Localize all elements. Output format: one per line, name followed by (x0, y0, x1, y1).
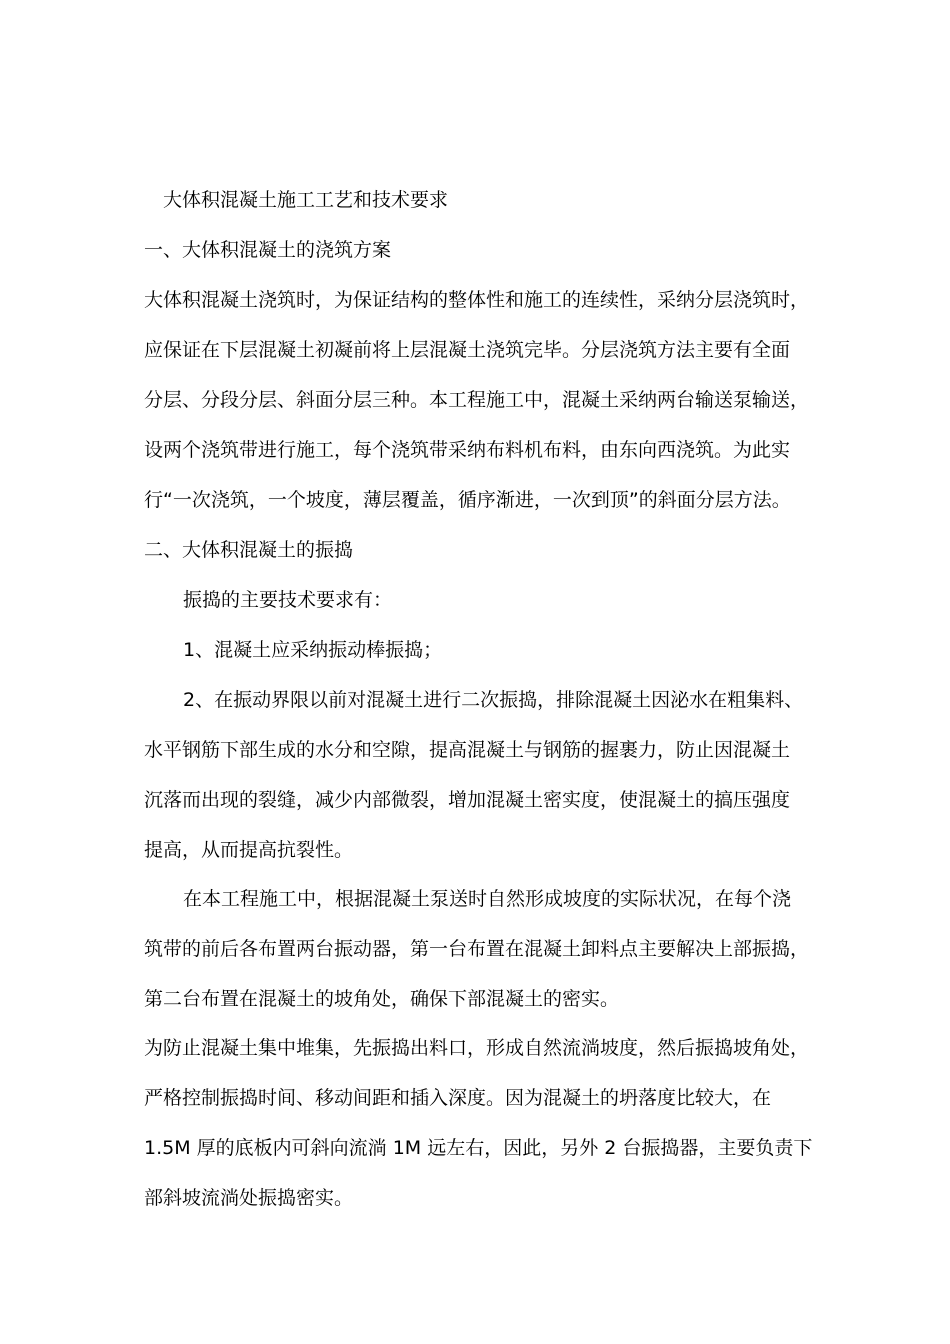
section-heading-2: 二、大体积混凝土的振捣 (144, 539, 354, 561)
paragraph-line: 筑带的前后各布置两台振动器，第一台布置在混凝土卸料点主要解决上部振捣， (144, 938, 810, 960)
paragraph-line: 提高，从而提高抗裂性。 (144, 839, 354, 861)
paragraph-line: 第二台布置在混凝土的坡角处，确保下部混凝土的密实。 (144, 988, 620, 1010)
paragraph-line: 为防止混凝土集中堆集，先振捣出料口，形成自然流淌坡度，然后振捣坡角处， (144, 1037, 810, 1059)
paragraph-line: 水平钢筋下部生成的水分和空隙，提高混凝土与钢筋的握裹力，防止因混凝土 (144, 739, 791, 761)
paragraph-line: 在本工程施工中，根据混凝土泵送时自然形成坡度的实际状况，在每个浇 (183, 888, 792, 910)
paragraph-line: 大体积混凝土浇筑时，为保证结构的整体性和施工的连续性，采纳分层浇筑时， (144, 289, 810, 311)
paragraph-line: 应保证在下层混凝土初凝前将上层混凝土浇筑完毕。分层浇筑方法主要有全面 (144, 339, 791, 361)
list-item: 2、在振动界限以前对混凝土进行二次振捣，排除混凝土因泌水在粗集料、 (183, 689, 804, 711)
paragraph-line: 部斜坡流淌处振捣密实。 (144, 1187, 354, 1209)
paragraph-line: 沉落而出现的裂缝，减少内部微裂，增加混凝土密实度，使混凝土的搞压强度 (144, 789, 791, 811)
paragraph-line: 振捣的主要技术要求有： (183, 589, 393, 611)
paragraph-line: 分层、分段分层、斜面分层三种。本工程施工中，混凝土采纳两台输送泵输送， (144, 389, 810, 411)
paragraph-line: 严格控制振捣时间、移动间距和插入深度。因为混凝土的坍落度比较大，在 (144, 1087, 772, 1109)
paragraph-line: 设两个浇筑带进行施工，每个浇筑带采纳布料机布料，由东向西浇筑。为此实 (144, 439, 791, 461)
paragraph-line: 行“一次浇筑，一个坡度，薄层覆盖，循序渐进，一次到顶”的斜面分层方法。 (144, 489, 791, 511)
document-title: 大体积混凝土施工工艺和技术要求 (163, 189, 449, 211)
paragraph-line: 1.5M 厚的底板内可斜向流淌 1M 远左右，因此，另外 2 台振捣器，主要负责下 (144, 1137, 813, 1159)
section-heading-1: 一、大体积混凝土的浇筑方案 (144, 239, 392, 261)
list-item: 1、混凝土应采纳振动棒振捣； (183, 639, 443, 661)
